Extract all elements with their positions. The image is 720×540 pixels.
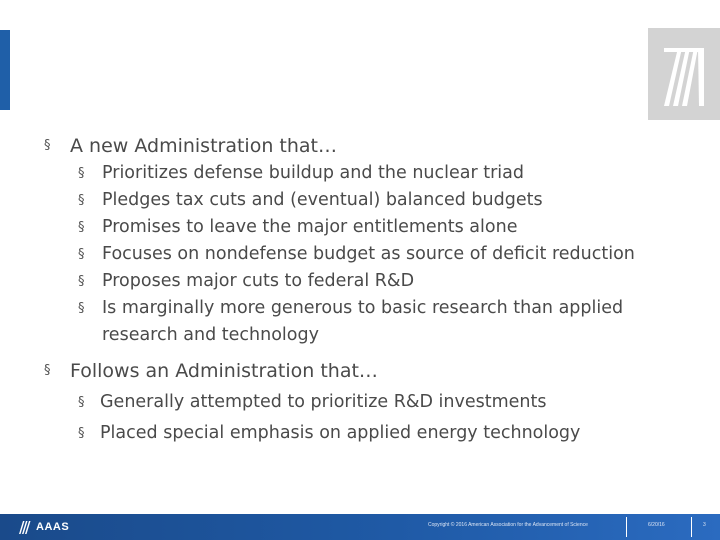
footer-divider: [626, 517, 627, 537]
bullet-icon: §: [78, 247, 85, 262]
bullet-icon: §: [78, 166, 85, 181]
bullet-icon: §: [78, 426, 85, 441]
list-item: [44, 214, 684, 241]
slide-content: [44, 130, 684, 447]
list-item-text: Generally attempted to prioritize R&D investments: [100, 392, 547, 412]
list-item-text: Placed special emphasis on applied energy technology: [100, 423, 581, 443]
list-item-text: Pledges tax cuts and (eventual) balanced budgets: [102, 190, 543, 210]
section-heading: A new Administration that…: [70, 135, 338, 157]
footer-bar: [0, 514, 720, 540]
list-item: [44, 295, 684, 349]
list-item-text: Prioritizes defense buildup and the nuclear triad: [102, 163, 524, 183]
list-item: [44, 420, 684, 447]
section-heading: Follows an Administration that…: [70, 360, 378, 382]
list-item: [44, 160, 684, 187]
list-item-text: Promises to leave the major entitlements alone: [102, 217, 518, 237]
aaas-corner-logo-icon: [648, 28, 720, 120]
footer-logo-text: AAAS: [36, 521, 70, 533]
list-item-text: Is marginally more generous to basic research than applied: [102, 298, 624, 318]
footer-date: 6/20/16: [648, 522, 665, 528]
bullet-icon: §: [44, 138, 51, 153]
accent-bar: [0, 30, 10, 110]
bullet-icon: §: [78, 193, 85, 208]
list-item: [44, 268, 684, 295]
list-item: [44, 132, 684, 160]
bullet-icon: §: [78, 301, 85, 316]
list-item-text-continued: research and technology: [102, 325, 319, 345]
page-number: 3: [703, 522, 706, 528]
aaas-logo-icon: [18, 520, 32, 534]
bullet-icon: §: [78, 274, 85, 289]
list-item: [44, 241, 684, 268]
footer-logo: [18, 519, 69, 535]
bullet-icon: §: [78, 395, 85, 410]
list-item-text: Proposes major cuts to federal R&D: [102, 271, 415, 291]
bullet-icon: §: [78, 220, 85, 235]
list-item: [44, 187, 684, 214]
copyright-text: Copyright © 2016 American Association for the Advancement of Science: [428, 522, 588, 528]
list-item-text: Focuses on nondefense budget as source of deficit reduction: [102, 244, 635, 264]
list-item: [44, 357, 684, 385]
bullet-icon: §: [44, 363, 51, 378]
list-item: [44, 389, 684, 416]
footer-divider: [691, 517, 692, 537]
